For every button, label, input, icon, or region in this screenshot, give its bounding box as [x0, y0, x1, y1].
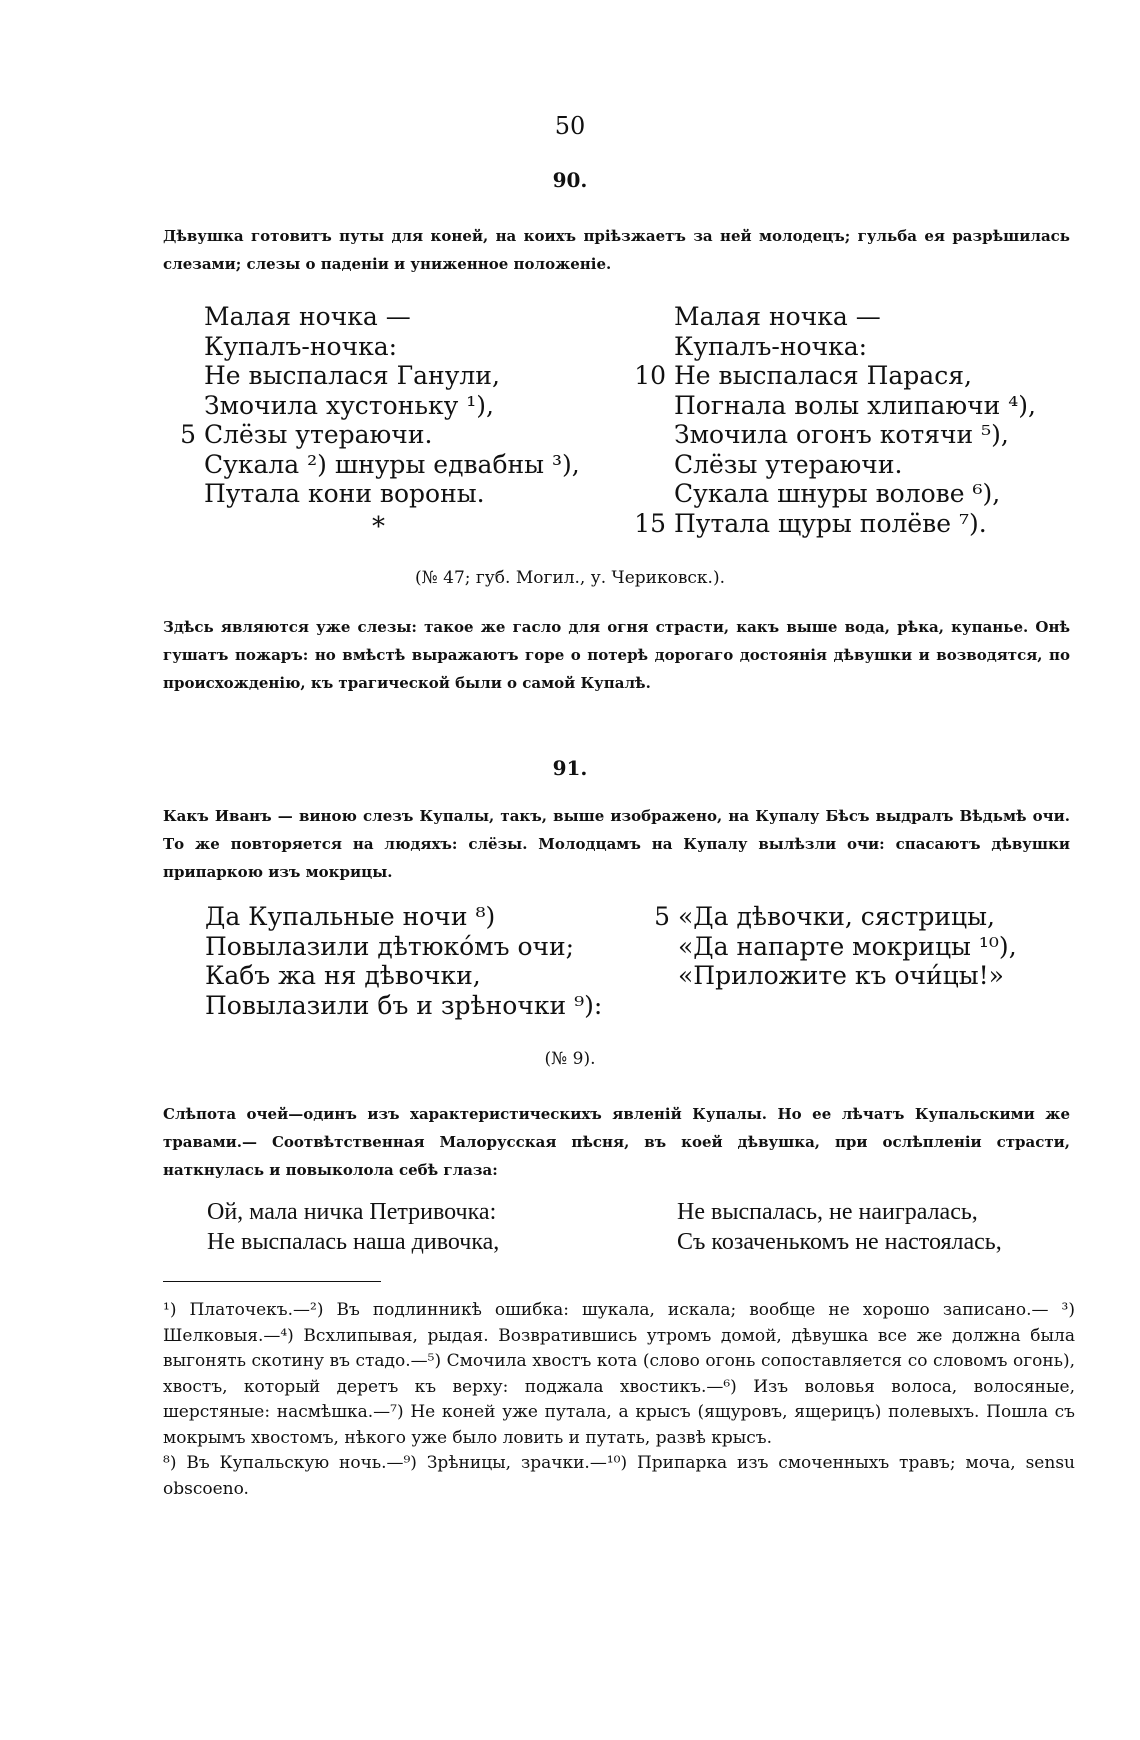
song-91-intro: Какъ Иванъ — виною слезъ Купалы, такъ, выше изображено, на Купалу Бѣсъ выдралъ Вѣдьмѣ очи. То же повторяется на людяхъ: слёзы. Молодцамъ на Купалу вылѣзли очи: спасаютъ дѣвушки припаркою изъ мокрицы. [163, 807, 1070, 881]
song-90-commentary: Здѣсь являются уже слезы: такое же гасло для огня страсти, какъ выше вода, рѣка, купанье. Онѣ гушатъ пожаръ: но вмѣстѣ выражаютъ горе о потерѣ дорогаго достоянія дѣвушки и возводятся, по происхожденію, къ трагической были о самой Купалѣ. [163, 618, 1070, 692]
verse-line [204, 391, 580, 421]
separator-asterisk: * [372, 512, 385, 542]
verse-line [204, 450, 580, 480]
song-91-left-column [205, 902, 602, 1020]
verse-line [674, 391, 1036, 421]
verse-text: Погнала волы хлипаючи ⁴), [674, 390, 1036, 420]
verse-line [678, 932, 1017, 962]
verse-line [205, 932, 602, 962]
verse-text: Малая ночка — [674, 302, 881, 331]
verse-text: Змочила огонъ котячи ⁵), [674, 420, 1009, 449]
example-line: Не выспалась наша дивочка, [207, 1229, 500, 1255]
verse-line [674, 450, 1036, 480]
song-number-90: 90. [552, 168, 588, 192]
verse-text: Малая ночка — [204, 302, 411, 331]
verse-line [634, 361, 1036, 391]
verse-line [204, 332, 580, 362]
footnote-block-1: ¹) Платочекъ.—²) Въ подлинникѣ ошибка: шукала, искала; вообще не хорошо записано.— ³) Шелковыя.—⁴) Всхлипывая, рыдая. Возвратившись утромъ домой, дѣвушка все же должна была выгонять скотину въ стадо.—⁵) Смочила хвостъ кота (слово огонь сопоставляется со словомъ огонь), хвостъ, который деретъ къ верху: поджала хвостикъ.—⁶) Изъ воловья волоса, волосяные, шерстяные: насмѣшка.—⁷) Не коней уже путала, а крысъ (ящуровъ, ящерицъ) полевыхъ. Пошла съ мокрымъ хвостомъ, нѣкого уже было ловить и путать, развѣ крысъ. [163, 1300, 1075, 1448]
song-90-intro: Дѣвушка готовитъ путы для коней, на коихъ пріѣзжаетъ за ней молодецъ; гульба ея разрѣшилась слезами; слезы о паденіи и униженное положеніе. [163, 227, 1070, 273]
song-number-91: 91. [552, 756, 588, 780]
line-number: 5 [180, 420, 196, 449]
verse-line [634, 508, 1036, 539]
verse-text: Да Купальные ночи ⁸) [205, 902, 496, 931]
verse-text: Повылазили дѣтюкóмъ очи; [205, 931, 575, 961]
verse-line [654, 902, 1017, 932]
verse-text: Повылазили бъ и зрѣночки ⁹): [205, 990, 603, 1020]
line-number: 10 [634, 361, 666, 390]
verse-text: Путала щуры полёве ⁷). [674, 508, 987, 538]
verse-text: Кабъ жа ня дѣвочки, [205, 961, 481, 990]
verse-line [674, 302, 1036, 332]
song-90-left-column [180, 302, 580, 509]
song-90-source: (№ 47; губ. Могил., у. Чериковск.). [415, 568, 725, 588]
verse-text: Слёзы утераючи. [674, 449, 903, 479]
line-number: 5 [654, 902, 670, 931]
verse-text: «Приложите къ очи́цы!» [678, 961, 1004, 990]
verse-text: Путала кони вороны. [204, 479, 485, 508]
verse-text: «Да напарте мокрицы ¹⁰), [678, 931, 1017, 961]
verse-line [674, 332, 1036, 362]
song-91-commentary: Слѣпота очей—одинъ изъ характеристическихъ явленій Купалы. Но ее лѣчатъ Купальскими же травами.— Соотвѣтственная Малорусская пѣсня, въ коей дѣвушка, при ослѣпленіи страсти, наткнулась и повыколола себѣ глаза: [163, 1105, 1070, 1179]
example-line: Ой, мала ничка Петривочка: [207, 1199, 497, 1225]
song-91-right-column [654, 902, 1017, 991]
verse-line [674, 420, 1036, 450]
footnote-divider [163, 1281, 381, 1282]
example-line: Не выспалась, не наигралась, [677, 1199, 978, 1225]
verse-line [180, 420, 580, 450]
verse-line [205, 991, 602, 1021]
verse-text: Не выспалася Ганули, [204, 361, 500, 390]
verse-line [205, 902, 602, 932]
footnotes [163, 1298, 1075, 1502]
verse-line [204, 479, 580, 509]
verse-line [205, 961, 602, 991]
page-number: 50 [554, 112, 586, 140]
line-number: 15 [634, 508, 666, 538]
song-91-source: (№ 9). [544, 1049, 596, 1069]
verse-line [204, 302, 580, 332]
verse-text: Сукала шнуры волове ⁶), [674, 479, 1001, 508]
verse-text: Не выспалася Парася, [674, 361, 972, 390]
verse-text: Купалъ-ночка: [204, 331, 398, 361]
verse-line [674, 479, 1036, 509]
example-line: Съ козаченькомъ не настоялась, [677, 1229, 1002, 1255]
footnote-block-2: ⁸) Въ Купальскую ночь.—⁹) Зрѣницы, зрачки.—¹⁰) Припарка изъ смоченныхъ травъ; моча, sensu obscoeno. [163, 1453, 1075, 1499]
verse-text: Сукала ²) шнуры едвабны ³), [204, 449, 580, 479]
verse-text: Купалъ-ночка: [674, 331, 868, 361]
verse-text: «Да дѣвочки, сястрицы, [678, 902, 995, 931]
example-verse-right [677, 1197, 1002, 1257]
verse-text: Змочила хустоньку ¹), [204, 390, 494, 420]
song-90-right-column [634, 302, 1036, 538]
verse-text: Слёзы утераючи. [204, 420, 433, 449]
verse-line [678, 961, 1017, 991]
verse-line [204, 361, 580, 391]
example-verse-left [207, 1197, 499, 1257]
